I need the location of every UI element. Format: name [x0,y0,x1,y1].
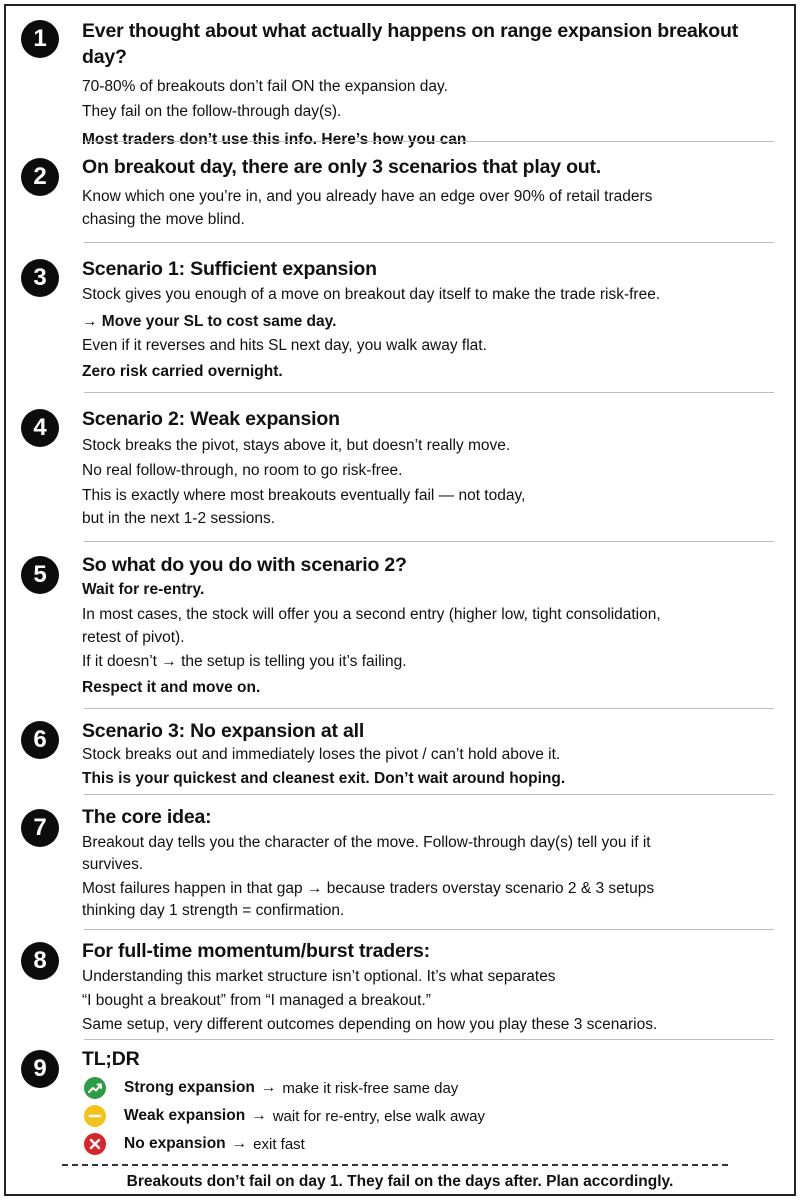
section-2 [4,142,796,243]
section-line: They fail on the follow-through day(s). [82,103,342,120]
section-line: Stock breaks the pivot, stays above it, but doesn’t really move. [82,437,511,454]
section-line: Respect it and move on. [82,679,261,696]
section-line: Most failures happen in that gap → because traders overstay scenario 2 & 3 setups [82,880,655,897]
section-number-badge: 7 [21,809,59,847]
tldr-arrow: → [231,1135,248,1152]
section-title: TL;DR [82,1048,140,1070]
section-line: chasing the move blind. [82,211,245,228]
section-line: Zero risk carried overnight. [82,363,283,380]
section-line: Stock gives you enough of a move on breakout day itself to make the trade risk-free. [82,286,661,303]
section-line: Same setup, very different outcomes depending on how you play these 3 scenarios. [82,1016,658,1033]
section-line: No real follow-through, no room to go risk-free. [82,462,403,479]
section-3 [4,243,796,393]
section-line: survives. [82,856,144,873]
section-title: For full-time momentum/burst traders: [82,940,430,962]
section-line: This is your quickest and cleanest exit. Don’t wait around hoping. [82,770,566,787]
section-line: Even if it reverses and hits SL next day, you walk away flat. [82,337,487,354]
section-title: Scenario 3: No expansion at all [82,720,365,742]
section-number-badge: 8 [21,942,59,980]
section-line: Understanding this market structure isn’t optional. It’s what separates [82,968,556,985]
section-title: Ever thought about what actually happens on range expansion breakout day? [82,20,738,68]
section-line: Wait for re-entry. [82,581,205,598]
section-line: retest of pivot). [82,629,185,646]
section-1 [4,6,796,148]
section-title: The core idea: [82,806,212,828]
section-line: This is exactly where most breakouts eventually fail — not today, [82,487,526,504]
section-title: Scenario 2: Weak expansion [82,408,340,430]
section-line: Most traders don’t use this info. Here’s how you can [82,131,467,148]
minus-icon [84,1105,106,1127]
section-number-badge: 2 [21,158,59,196]
footer-text: Breakouts don’t fail on day 1. They fail on the days after. Plan accordingly. [126,1173,674,1190]
section-title: Scenario 1: Sufficient expansion [82,258,377,280]
dashed-divider [62,1164,728,1166]
section-number-badge: 4 [21,409,59,447]
tldr-row-strong [84,1074,776,1102]
tldr-action: make it risk-free same day [282,1079,459,1097]
section-7 [4,795,796,930]
section-title: On breakout day, there are only 3 scenarios that play out. [82,156,602,178]
section-title: So what do you do with scenario 2? [82,554,407,576]
section-line: 70-80% of breakouts don’t fail ON the expansion day. [82,78,448,95]
section-number-badge: 3 [21,259,59,297]
section-line: If it doesn’t → the setup is telling you it’s failing. [82,653,407,670]
section-number-badge: 9 [21,1050,59,1088]
section-line: Stock breaks out and immediately loses the pivot / can’t hold above it. [82,746,561,763]
section-6 [4,709,796,795]
chart-up-icon [84,1077,106,1099]
tldr-arrow: → [260,1079,277,1096]
section-4 [4,393,796,542]
tldr-label: Strong expansion [124,1079,255,1096]
section-9-tldr [4,1040,796,1160]
section-number-badge: 5 [21,556,59,594]
section-line: Know which one you’re in, and you already have an edge over 90% of retail traders [82,188,653,205]
tldr-arrow: → [251,1107,267,1124]
section-line: thinking day 1 strength = confirmation. [82,902,345,919]
tldr-row-weak [84,1102,776,1130]
tldr-label: Weak expansion [124,1107,246,1124]
tldr-action: exit fast [253,1135,305,1153]
tldr-row-none [84,1130,776,1158]
tldr-label: No expansion [124,1135,226,1152]
section-line: In most cases, the stock will offer you a second entry (higher low, tight consolidation, [82,606,661,623]
section-line: “I bought a breakout” from “I managed a breakout.” [82,992,431,1009]
x-icon [84,1133,106,1155]
section-8 [4,930,796,1040]
section-number-badge: 6 [21,721,59,759]
tldr-action: wait for re-entry, else walk away [272,1107,485,1125]
section-line: Breakout day tells you the character of the move. Follow-through day(s) tell you if it [82,834,651,851]
section-number-badge: 1 [21,20,59,58]
section-line: but in the next 1-2 sessions. [82,510,276,527]
section-5 [4,542,796,709]
section-line: → Move your SL to cost same day. [82,313,337,330]
